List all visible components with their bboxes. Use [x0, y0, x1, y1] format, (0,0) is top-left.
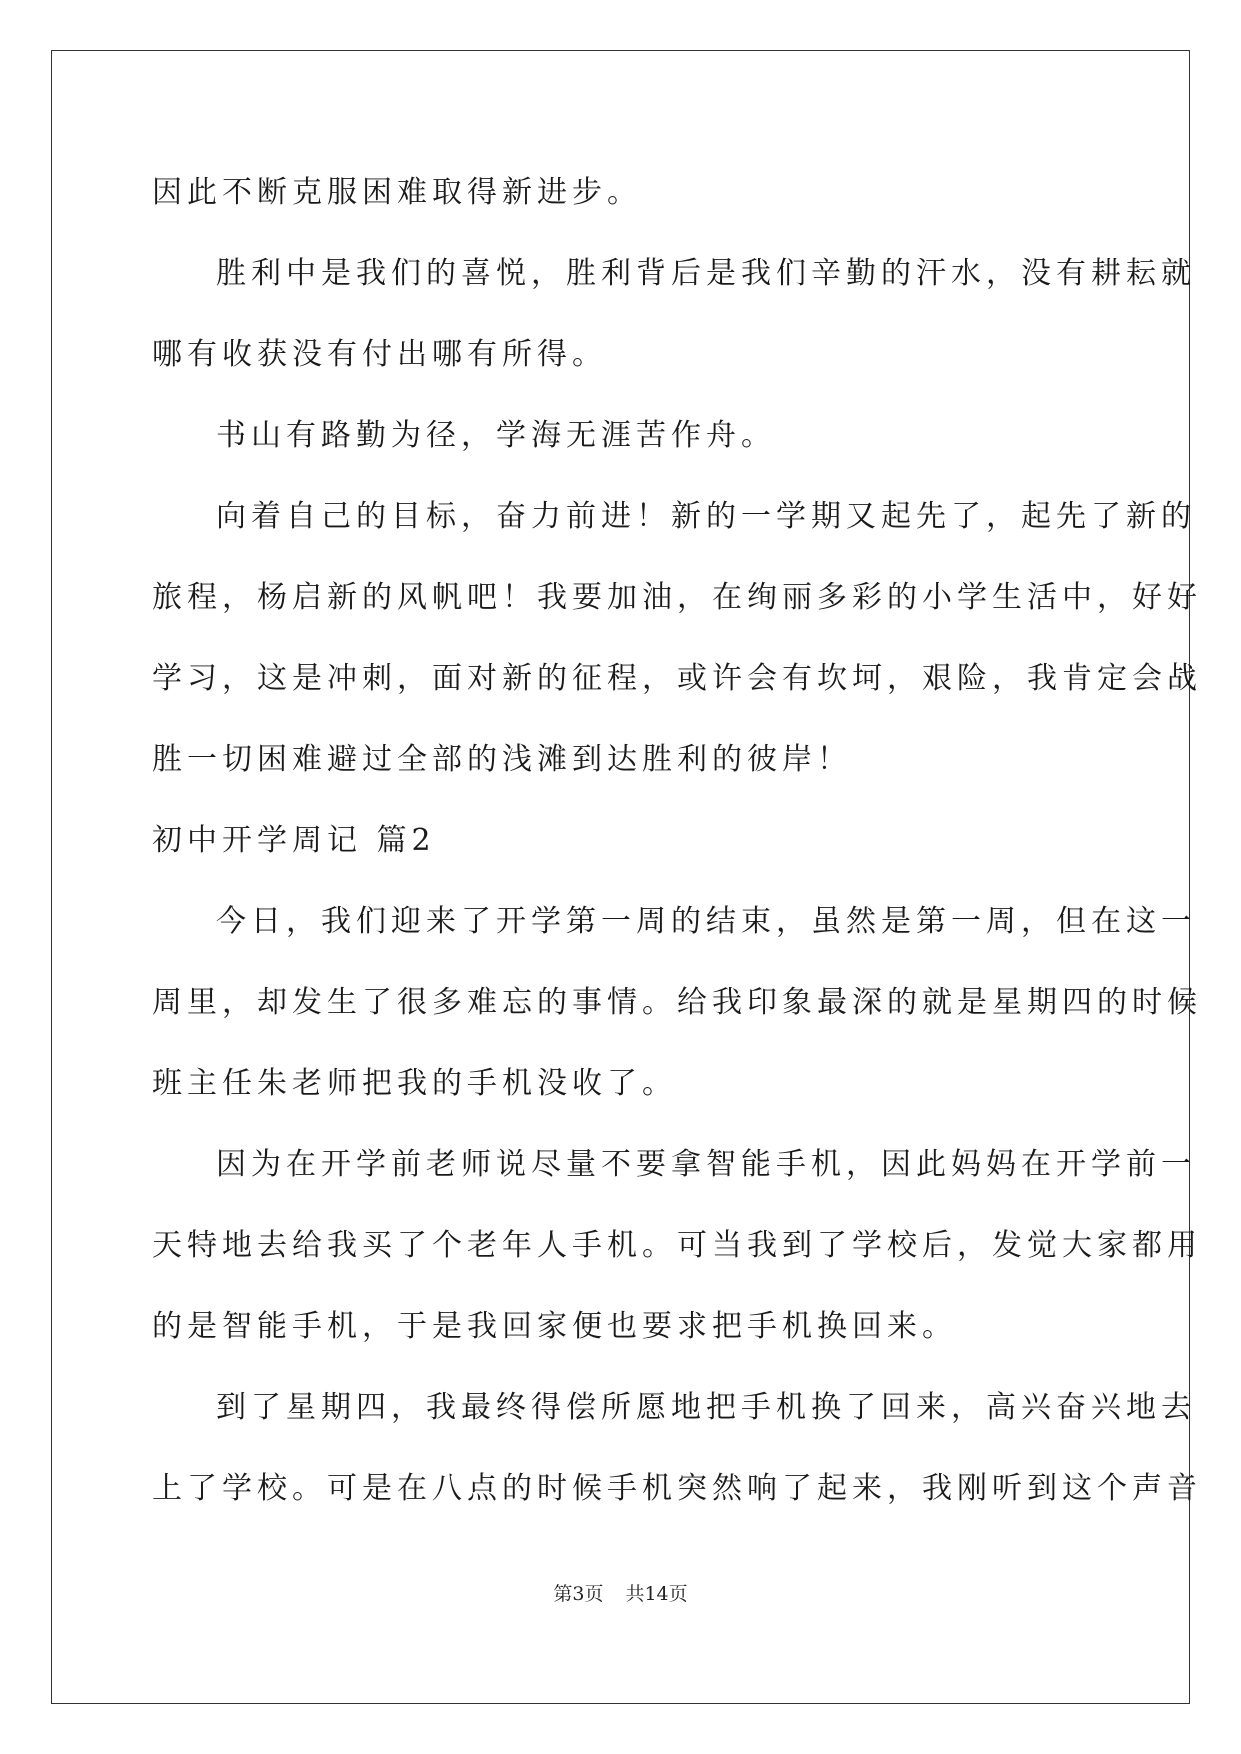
- text-line: 向着自己的目标，奋力前进！新的一学期又起先了，起先了新的: [216, 499, 1196, 534]
- page-footer: [0, 1582, 1241, 1606]
- text-line: 因为在开学前老师说尽量不要拿智能手机，因此妈妈在开学前一: [216, 1147, 1196, 1182]
- section-heading: 初中开学周记 篇2: [152, 823, 436, 858]
- text-line: 胜一切困难避过全部的浅滩到达胜利的彼岸！: [152, 742, 852, 777]
- text-line: 今日，我们迎来了开学第一周的结束，虽然是第一周，但在这一: [216, 904, 1196, 939]
- text-line: 胜利中是我们的喜悦，胜利背后是我们辛勤的汗水，没有耕耘就: [216, 256, 1196, 291]
- page-total: 共14页: [625, 1583, 688, 1605]
- text-line: 天特地去给我买了个老年人手机。可当我到了学校后，发觉大家都用: [152, 1228, 1202, 1263]
- text-line: 旅程，杨启新的风帆吧！我要加油，在绚丽多彩的小学生活中，好好: [152, 580, 1202, 615]
- text-line: 的是智能手机，于是我回家便也要求把手机换回来。: [152, 1309, 957, 1344]
- text-line: 周里，却发生了很多难忘的事情。给我印象最深的就是星期四的时候: [152, 985, 1202, 1020]
- text-line: 哪有收获没有付出哪有所得。: [152, 337, 607, 372]
- text-line: 学习，这是冲刺，面对新的征程，或许会有坎坷，艰险，我肯定会战: [152, 661, 1202, 696]
- text-line: 到了星期四，我最终得偿所愿地把手机换了回来，高兴奋兴地去: [216, 1390, 1196, 1425]
- text-line: 因此不断克服困难取得新进步。: [152, 175, 642, 210]
- text-line: 班主任朱老师把我的手机没收了。: [152, 1066, 677, 1101]
- text-line: 上了学校。可是在八点的时候手机突然响了起来，我刚听到这个声音: [152, 1471, 1202, 1506]
- text-line: 书山有路勤为径，学海无涯苦作舟。: [216, 418, 776, 453]
- document-body: [152, 168, 1202, 1545]
- page-number: 第3页: [553, 1583, 604, 1605]
